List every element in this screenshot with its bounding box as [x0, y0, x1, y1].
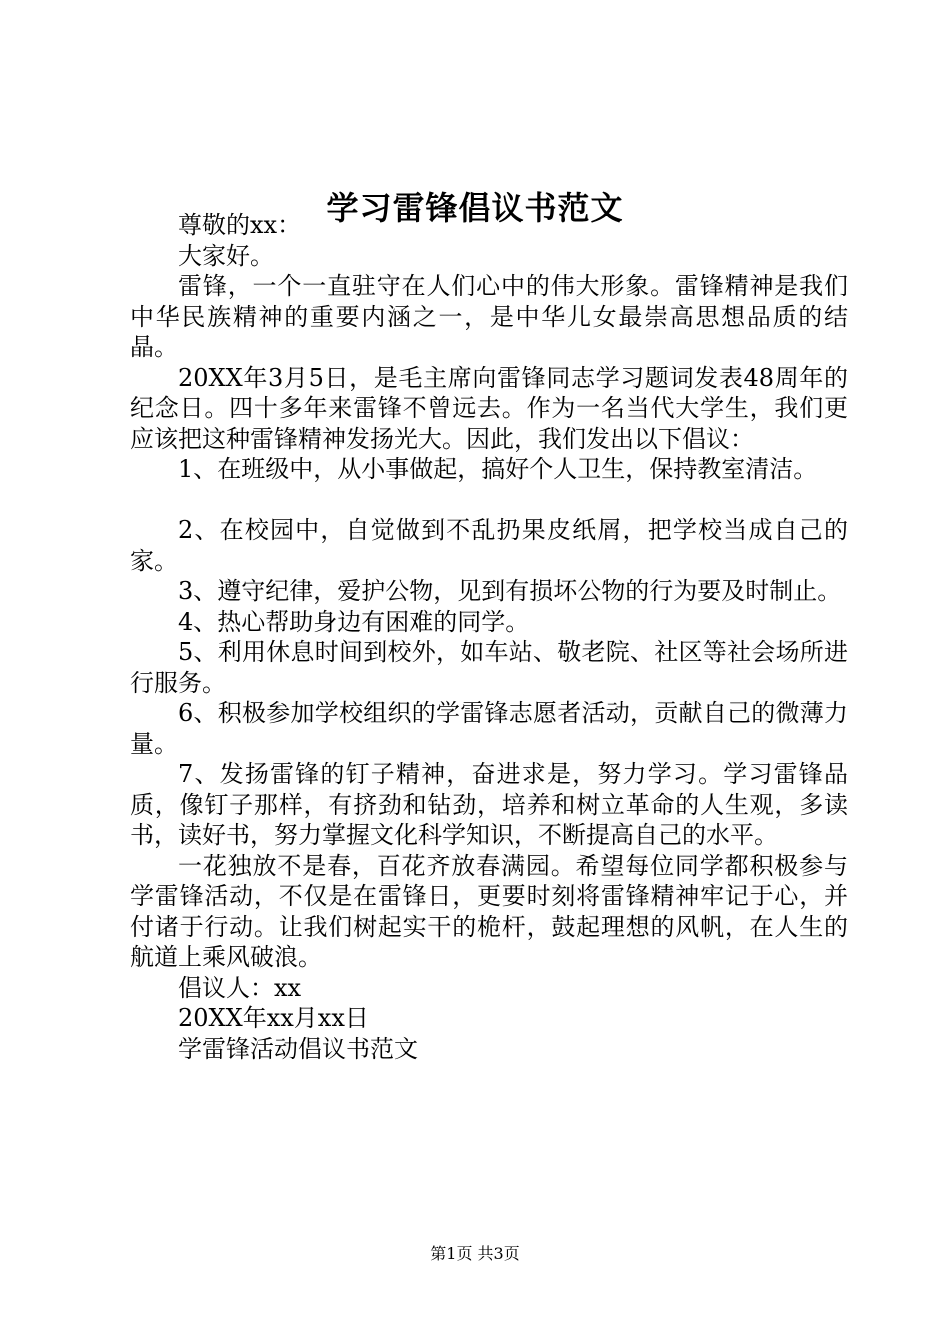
proposal-item-6: 6、积极参加学校组织的学雷锋志愿者活动，贡献自己的微薄力量。 — [130, 699, 848, 758]
proposal-item-2: 2、在校园中，自觉做到不乱扔果皮纸屑，把学校当成自己的家。 — [130, 516, 848, 575]
next-section-heading: 学雷锋活动倡议书范文 — [178, 1034, 418, 1063]
page-footer: 第1页 共3页 — [430, 1244, 520, 1263]
proposal-item-7: 7、发扬雷锋的钉子精神，奋进求是，努力学习。学习雷锋品质，像钉子那样，有挤劲和钻劲，培养和树立革命的人生观，多读书，读好书，努力掌握文化科学知识，不断提高自己的水平。 — [130, 760, 848, 849]
greeting: 尊敬的xx： — [178, 211, 302, 239]
salutation: 大家好。 — [178, 241, 274, 270]
proposal-item-3: 3、遵守纪律，爱护公物，见到有损坏公物的行为要及时制止。 — [178, 577, 842, 605]
proposal-item-1: 1、在班级中，从小事做起，搞好个人卫生，保持教室清洁。 — [178, 455, 818, 483]
closing-paragraph: 一花独放不是春，百花齐放春满园。希望每位同学都积极参与学雷锋活动，不仅是在雷锋日，更要时刻将雷锋精神牢记于心，并付诸于行动。让我们树起实干的桅杆，鼓起理想的风帆，在人生的航道上乘风破浪。 — [130, 851, 848, 971]
anniversary-paragraph: 20XX年3月5日，是毛主席向雷锋同志学习题词发表48周年的纪念日。四十多年来雷锋不曾远去。作为一名当代大学生，我们更应该把这种雷锋精神发扬光大。因此，我们发出以下倡议： — [130, 363, 848, 453]
blank-line — [130, 485, 848, 516]
proposal-item-5: 5、利用休息时间到校外，如车站、敬老院、社区等社会场所进行服务。 — [130, 638, 848, 697]
page-title: 学习雷锋倡议书范文 — [326, 189, 624, 227]
signature: 倡议人：xx — [178, 973, 302, 1002]
intro-paragraph: 雷锋，一个一直驻守在人们心中的伟大形象。雷锋精神是我们中华民族精神的重要内涵之一，是中华儿女最崇高思想品质的结晶。 — [130, 272, 848, 361]
proposal-item-4: 4、热心帮助身边有困难的同学。 — [178, 607, 530, 636]
document-body — [130, 210, 848, 1064]
date-line: 20XX年xx月xx日 — [178, 1004, 369, 1032]
